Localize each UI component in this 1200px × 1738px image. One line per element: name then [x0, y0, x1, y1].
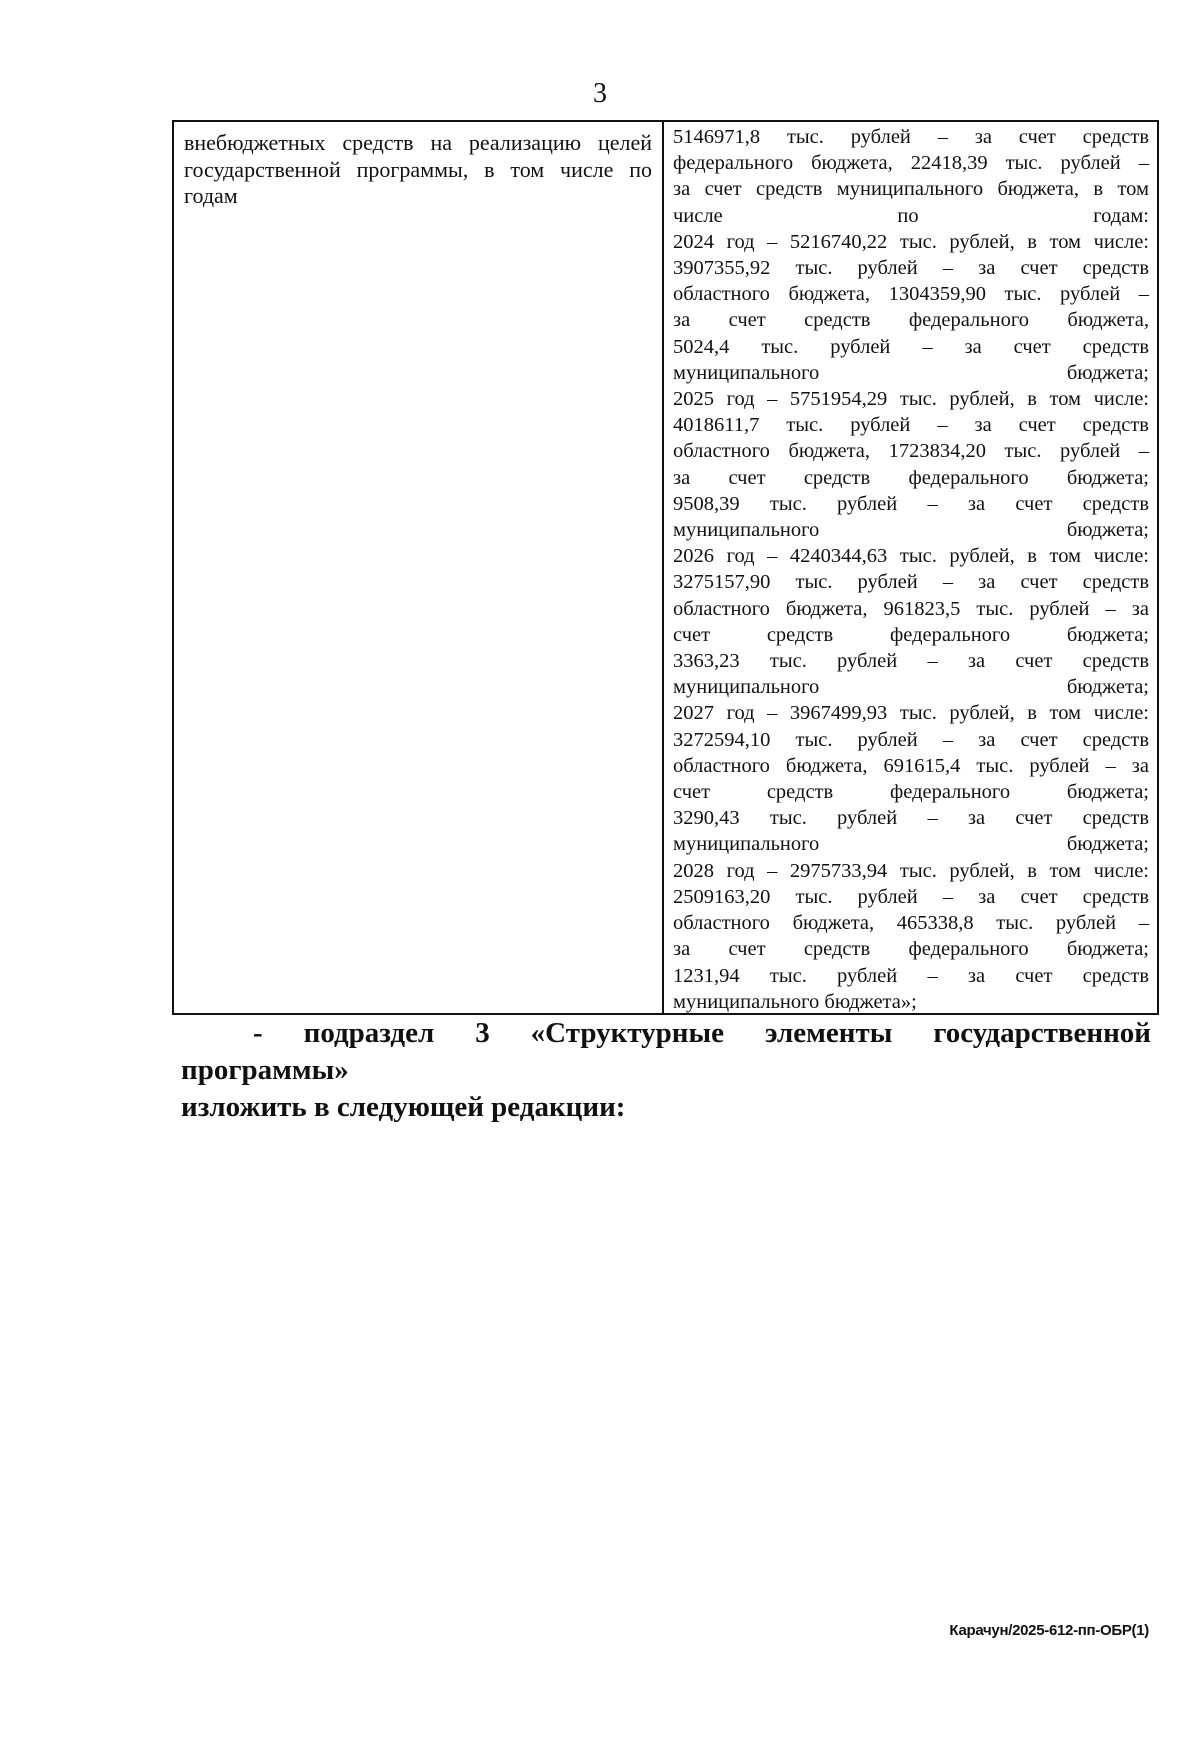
- table-right-line: 2028 год – 2975733,94 тыс. рублей, в том числе:: [673, 859, 1149, 882]
- paragraph-line-1: - подраздел 3 «Структурные элементы государственной программы»: [181, 1017, 1151, 1086]
- page-number: 3: [593, 78, 607, 109]
- table-right-line: 2027 год – 3967499,93 тыс. рублей, в том числе:: [673, 702, 1149, 725]
- table-right-line: областного бюджета, 691615,4 тыс. рублей – за: [673, 754, 1149, 777]
- table-right-line: счет средств федерального бюджета;: [673, 623, 1149, 646]
- paragraph-line-2: изложить в следующей редакции:: [181, 1091, 626, 1123]
- table-right-line: 1231,94 тыс. рублей – за счет средств: [673, 964, 1149, 987]
- table-right-line: 3907355,92 тыс. рублей – за счет средств: [673, 257, 1149, 280]
- table-right-line: 4018611,7 тыс. рублей – за счет средств: [673, 414, 1149, 437]
- table-right-line: 9508,39 тыс. рублей – за счет средств: [673, 492, 1149, 515]
- table-right-cell: [664, 122, 1157, 1013]
- table-right-line: областного бюджета, 465338,8 тыс. рублей –: [673, 912, 1149, 935]
- table-right-line: федерального бюджета, 22418,39 тыс. рублей –: [673, 152, 1149, 175]
- document-code: Карачун/2025-612-пп-ОБР(1): [949, 1622, 1149, 1639]
- table-right-line: за счет средств федерального бюджета;: [673, 466, 1149, 489]
- table-right-line: 3275157,90 тыс. рублей – за счет средств: [673, 571, 1149, 594]
- table-right-line: 2509163,20 тыс. рублей – за счет средств: [673, 885, 1149, 908]
- amendment-paragraph: [181, 1015, 1151, 1126]
- table-right-line: за счет средств муниципального бюджета, в том: [673, 178, 1149, 201]
- table-right-line: областного бюджета, 1304359,90 тыс. рублей –: [673, 283, 1149, 306]
- table-right-line: 2024 год – 5216740,22 тыс. рублей, в том числе:: [673, 230, 1149, 253]
- table-right-line: 3290,43 тыс. рублей – за счет средств: [673, 807, 1149, 830]
- table-right-line: 2025 год – 5751954,29 тыс. рублей, в том числе:: [673, 388, 1149, 411]
- table-right-line: областного бюджета, 1723834,20 тыс. рублей –: [673, 440, 1149, 463]
- budget-table: [172, 120, 1159, 1015]
- table-right-line: муниципального бюджета»;: [673, 990, 917, 1013]
- table-right-line: числе по годам:: [673, 204, 1149, 227]
- table-right-line: муниципального бюджета;: [673, 519, 1149, 542]
- table-right-line: 2026 год – 4240344,63 тыс. рублей, в том числе:: [673, 545, 1149, 568]
- table-right-line: 5146971,8 тыс. рублей – за счет средств: [673, 126, 1149, 148]
- table-right-line: муниципального бюджета;: [673, 676, 1149, 699]
- table-right-line: счет средств федерального бюджета;: [673, 781, 1149, 804]
- table-right-line: за счет средств федерального бюджета,: [673, 309, 1149, 332]
- table-right-line: муниципального бюджета;: [673, 361, 1149, 384]
- table-right-line: муниципального бюджета;: [673, 833, 1149, 856]
- table-right-line: 3272594,10 тыс. рублей – за счет средств: [673, 728, 1149, 751]
- table-right-line: областного бюджета, 961823,5 тыс. рублей – за: [673, 597, 1149, 620]
- table-right-line: 5024,4 тыс. рублей – за счет средств: [673, 335, 1149, 358]
- table-right-line: 3363,23 тыс. рублей – за счет средств: [673, 650, 1149, 673]
- table-left-cell: внебюджетных средств на реализацию целей государственной программы, в том числе по годам: [174, 122, 664, 1013]
- table-right-line: за счет средств федерального бюджета;: [673, 938, 1149, 961]
